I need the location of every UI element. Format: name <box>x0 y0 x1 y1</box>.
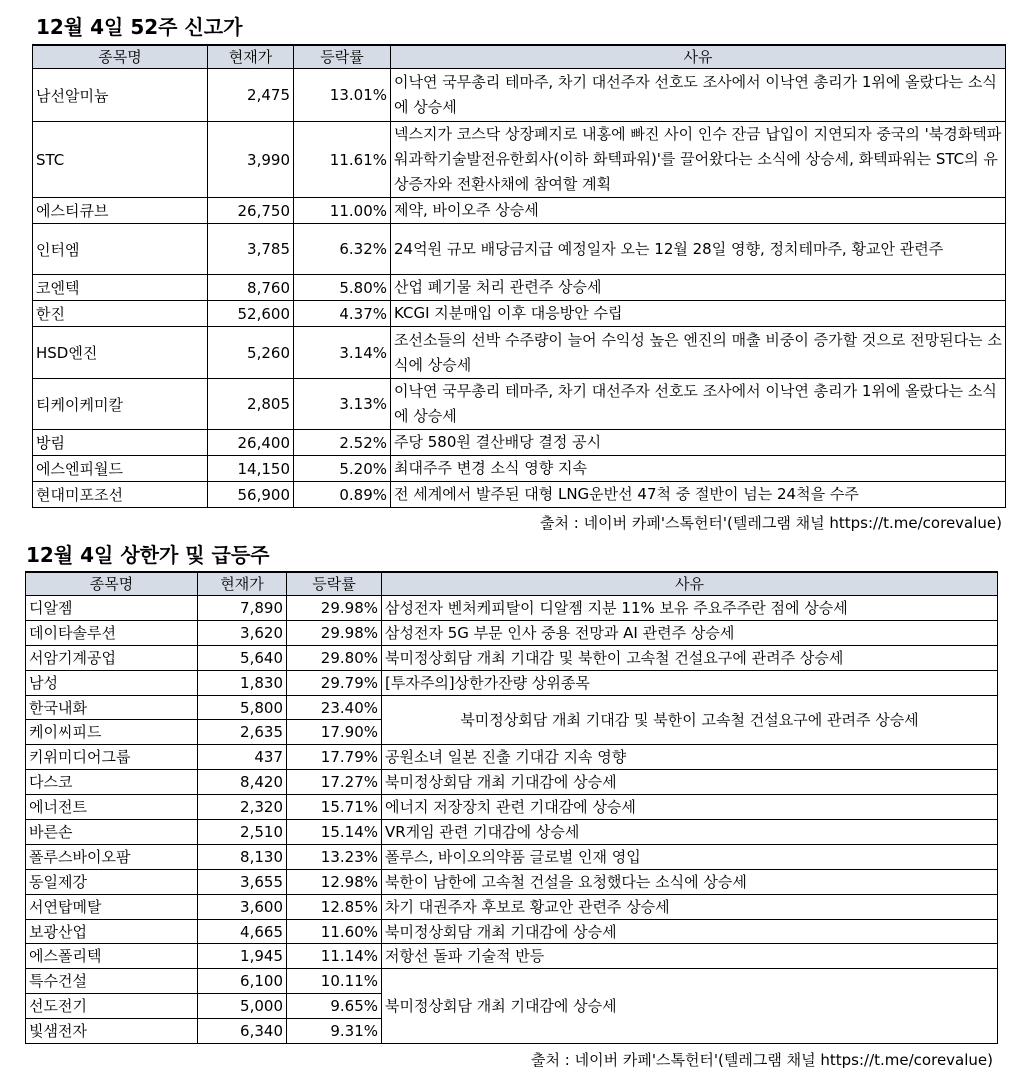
col-header-change: 등락률 <box>294 45 391 69</box>
stock-reason: 에너지 저장장치 관련 기대감에 상승세 <box>382 795 998 820</box>
stock-price: 3,990 <box>208 122 294 198</box>
stock-name: 코엔텍 <box>33 275 208 301</box>
table-row <box>33 224 1006 275</box>
table-row <box>33 69 1006 122</box>
stock-reason: 산업 폐기물 처리 관련주 상승세 <box>391 275 1006 301</box>
table-row <box>33 482 1006 508</box>
stock-price: 26,400 <box>208 430 294 456</box>
col-header-change: 등락률 <box>287 572 382 596</box>
stock-reason: 제약, 바이오주 상승세 <box>391 198 1006 224</box>
stock-name: 폴루스바이오팜 <box>26 844 198 869</box>
stock-reason: 폴루스, 바이오의약품 글로벌 인재 영입 <box>382 844 998 869</box>
stock-price: 3,600 <box>198 894 287 919</box>
stock-change: 9.65% <box>287 994 382 1019</box>
stock-reason: 북한이 남한에 고속철 건설을 요청했다는 소식에 상승세 <box>382 869 998 894</box>
stock-reason: [투자주의]상한가잔량 상위종목 <box>382 670 998 695</box>
table-row <box>26 596 998 621</box>
stock-reason: 삼성전자 5G 부문 인사 중용 전망과 AI 관련주 상승세 <box>382 620 998 645</box>
stock-price: 26,750 <box>208 198 294 224</box>
col-header-price: 현재가 <box>208 45 294 69</box>
stock-reason: 주당 580원 결산배당 결정 공시 <box>391 430 1006 456</box>
stock-name: 바른손 <box>26 820 198 845</box>
stock-price: 52,600 <box>208 301 294 327</box>
table-header <box>26 572 998 596</box>
table-row <box>33 456 1006 482</box>
stock-reason: 넥스지가 코스닥 상장폐지로 내홍에 빠진 사이 인수 잔금 납입이 지연되자 중국의 '북경화텍파워과학기술발전유한회사(이하 화텍파워)'를 끌어왔다는 소식에 상승세, 화텍파워는 STC의 유상증자와 전환사채에 참여할 계획 <box>391 122 1006 198</box>
stock-price: 8,130 <box>198 844 287 869</box>
stock-name: 선도전기 <box>26 994 198 1019</box>
table-row <box>33 327 1006 379</box>
stock-price: 1,945 <box>198 944 287 969</box>
stock-name: 디알젬 <box>26 596 198 621</box>
section1-source: 출처 : 네이버 카페'스톡헌터'(텔레그램 채널 https://t.me/corevalue) <box>540 514 1002 532</box>
stock-change: 29.79% <box>287 670 382 695</box>
table-row <box>26 944 998 969</box>
stock-price: 4,665 <box>198 919 287 944</box>
stock-reason: 북미정상회담 개최 기대감에 상승세 <box>382 770 998 795</box>
section2-source: 출처 : 네이버 카페'스톡헌터'(텔레그램 채널 https://t.me/corevalue) <box>531 1051 993 1069</box>
stock-price: 6,340 <box>198 1019 287 1044</box>
stock-price: 2,510 <box>198 820 287 845</box>
table-row <box>33 122 1006 198</box>
stock-price: 3,655 <box>198 869 287 894</box>
limit-up-table <box>25 571 998 1044</box>
stock-price: 8,760 <box>208 275 294 301</box>
table-row <box>26 795 998 820</box>
table-row <box>33 430 1006 456</box>
stock-name: 빛샘전자 <box>26 1019 198 1044</box>
stock-change: 3.14% <box>294 327 391 379</box>
stock-change: 3.13% <box>294 379 391 430</box>
table-row <box>26 745 998 770</box>
table-row <box>26 919 998 944</box>
stock-name: 에스티큐브 <box>33 198 208 224</box>
stock-reason: 조선소들의 선박 수주량이 늘어 수익성 높은 엔진의 매출 비중이 증가할 것으로 전망된다는 소식에 상승세 <box>391 327 1006 379</box>
stock-name: 데이타솔루션 <box>26 620 198 645</box>
table-header <box>33 45 1006 69</box>
stock-name: HSD엔진 <box>33 327 208 379</box>
stock-name: 서암기계공업 <box>26 645 198 670</box>
stock-price: 5,260 <box>208 327 294 379</box>
stock-name: STC <box>33 122 208 198</box>
table-row <box>26 869 998 894</box>
table-row <box>33 301 1006 327</box>
stock-reason: 북미정상회담 개최 기대감에 상승세 <box>382 919 998 944</box>
stock-change: 2.52% <box>294 430 391 456</box>
stock-change: 5.20% <box>294 456 391 482</box>
stock-price: 7,890 <box>198 596 287 621</box>
stock-change: 9.31% <box>287 1019 382 1044</box>
stock-change: 11.00% <box>294 198 391 224</box>
stock-price: 3,620 <box>198 620 287 645</box>
stock-change: 11.14% <box>287 944 382 969</box>
stock-reason: 삼성전자 벤처케피탈이 디알젬 지분 11% 보유 주요주주란 점에 상승세 <box>382 596 998 621</box>
stock-change: 17.90% <box>287 720 382 745</box>
table-row <box>26 770 998 795</box>
stock-change: 29.98% <box>287 596 382 621</box>
stock-reason: 저항선 돌파 기술적 반등 <box>382 944 998 969</box>
section1-title: 12월 4일 52주 신고가 <box>36 15 243 39</box>
stock-name: 티케이케미칼 <box>33 379 208 430</box>
stock-change: 17.27% <box>287 770 382 795</box>
table-row <box>26 695 998 720</box>
stock-change: 10.11% <box>287 969 382 994</box>
stock-change: 29.98% <box>287 620 382 645</box>
stock-price: 437 <box>198 745 287 770</box>
stock-reason: 이낙연 국무총리 테마주, 차기 대선주자 선호도 조사에서 이낙연 총리가 1위에 올랐다는 소식에 상승세 <box>391 69 1006 122</box>
table-row <box>26 969 998 994</box>
stock-name: 남성 <box>26 670 198 695</box>
stock-price: 2,475 <box>208 69 294 122</box>
stock-price: 2,805 <box>208 379 294 430</box>
stock-change: 5.80% <box>294 275 391 301</box>
stock-price: 14,150 <box>208 456 294 482</box>
stock-price: 5,800 <box>198 695 287 720</box>
stock-reason: KCGI 지분매입 이후 대응방안 수립 <box>391 301 1006 327</box>
stock-name: 동일제강 <box>26 869 198 894</box>
col-header-price: 현재가 <box>198 572 287 596</box>
stock-reason: 공원소녀 일본 진출 기대감 지속 영향 <box>382 745 998 770</box>
stock-name: 현대미포조선 <box>33 482 208 508</box>
stock-change: 6.32% <box>294 224 391 275</box>
stock-price: 56,900 <box>208 482 294 508</box>
stock-reason: 이낙연 국무총리 테마주, 차기 대선주자 선호도 조사에서 이낙연 총리가 1위에 올랐다는 소식에 상승세 <box>391 379 1006 430</box>
table-row <box>33 379 1006 430</box>
stock-reason: 24억원 규모 배당금지급 예정일자 오는 12월 28일 영향, 정치테마주, 황교안 관련주 <box>391 224 1006 275</box>
stock-name: 에스엔피월드 <box>33 456 208 482</box>
stock-name: 방림 <box>33 430 208 456</box>
stock-name: 키위미디어그룹 <box>26 745 198 770</box>
stock-name: 한국내화 <box>26 695 198 720</box>
stock-name: 케이씨피드 <box>26 720 198 745</box>
stock-change: 29.80% <box>287 645 382 670</box>
stock-reason: 북미정상회담 개최 기대감 및 북한이 고속철 건설요구에 관려주 상승세 <box>382 645 998 670</box>
stock-change: 12.85% <box>287 894 382 919</box>
col-header-name: 종목명 <box>26 572 198 596</box>
table-row <box>26 820 998 845</box>
table-row <box>26 894 998 919</box>
stock-price: 2,320 <box>198 795 287 820</box>
stock-price: 8,420 <box>198 770 287 795</box>
stock-price: 6,100 <box>198 969 287 994</box>
stock-price: 3,785 <box>208 224 294 275</box>
stock-name: 에스폴리텍 <box>26 944 198 969</box>
stock-name: 서연탑메탈 <box>26 894 198 919</box>
stock-name: 남선알미늄 <box>33 69 208 122</box>
stock-change: 17.79% <box>287 745 382 770</box>
table-row <box>26 620 998 645</box>
stock-change: 4.37% <box>294 301 391 327</box>
stock-name: 에너전트 <box>26 795 198 820</box>
stock-change: 11.61% <box>294 122 391 198</box>
col-header-reason: 사유 <box>391 45 1006 69</box>
stock-name: 한진 <box>33 301 208 327</box>
table-row <box>26 670 998 695</box>
stock-reason-merged: 북미정상회담 개최 기대감 및 북한이 고속철 건설요구에 관려주 상승세 <box>382 695 998 745</box>
stock-price: 2,635 <box>198 720 287 745</box>
stock-change: 12.98% <box>287 869 382 894</box>
stock-reason: VR게임 관련 기대감에 상승세 <box>382 820 998 845</box>
col-header-reason: 사유 <box>382 572 998 596</box>
table-row <box>26 645 998 670</box>
stock-change: 11.60% <box>287 919 382 944</box>
stock-reason-merged: 북미정상회담 개최 기대감에 상승세 <box>382 969 998 1044</box>
stock-change: 15.14% <box>287 820 382 845</box>
stock-change: 13.23% <box>287 844 382 869</box>
section2-title: 12월 4일 상한가 및 급등주 <box>26 543 270 567</box>
stock-price: 1,830 <box>198 670 287 695</box>
stock-name: 다스코 <box>26 770 198 795</box>
table-row <box>26 844 998 869</box>
stock-change: 15.71% <box>287 795 382 820</box>
stock-reason: 최대주주 변경 소식 영향 지속 <box>391 456 1006 482</box>
stock-change: 13.01% <box>294 69 391 122</box>
stock-price: 5,640 <box>198 645 287 670</box>
col-header-name: 종목명 <box>33 45 208 69</box>
stock-reason: 차기 대권주자 후보로 황교안 관련주 상승세 <box>382 894 998 919</box>
table-row <box>33 275 1006 301</box>
stock-change: 23.40% <box>287 695 382 720</box>
new-high-table <box>32 44 1006 508</box>
stock-name: 보광산업 <box>26 919 198 944</box>
stock-name: 특수건설 <box>26 969 198 994</box>
stock-change: 0.89% <box>294 482 391 508</box>
table-row <box>33 198 1006 224</box>
stock-price: 5,000 <box>198 994 287 1019</box>
stock-reason: 전 세계에서 발주된 대형 LNG운반선 47척 중 절반이 넘는 24척을 수주 <box>391 482 1006 508</box>
stock-name: 인터엠 <box>33 224 208 275</box>
